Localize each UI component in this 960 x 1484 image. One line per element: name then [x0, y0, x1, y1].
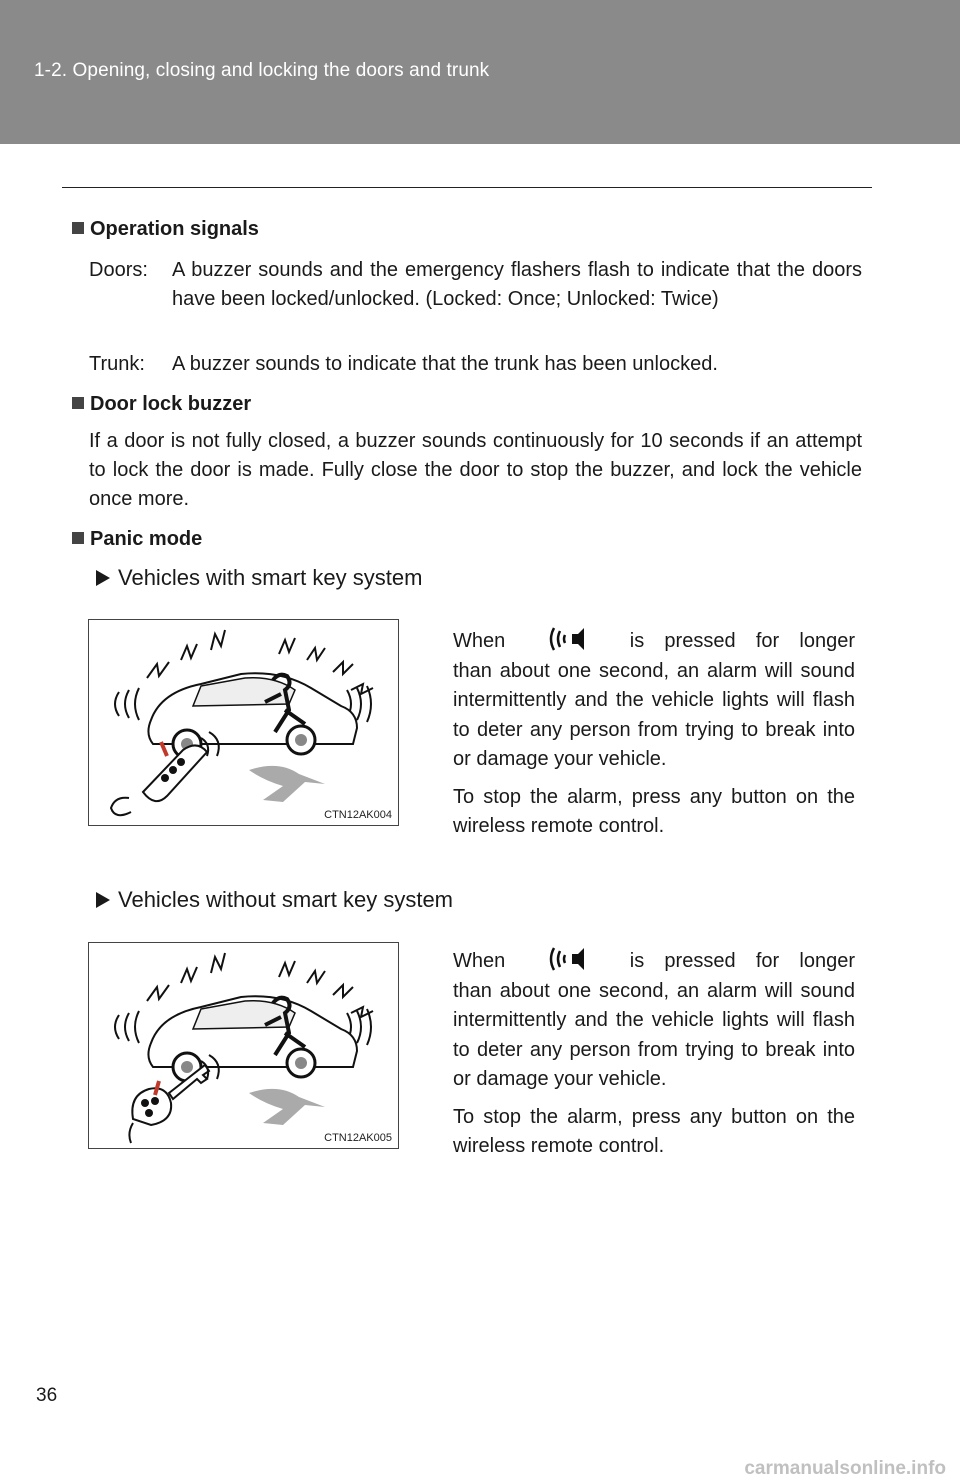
watermark: carmanualsonline.info — [744, 1458, 946, 1479]
panic-alarm-smart-key-illustration — [89, 620, 398, 825]
panic-button-icon — [548, 946, 588, 972]
panic-button-icon — [548, 626, 588, 652]
figure-code: CTN12AK004 — [324, 809, 392, 821]
page-header — [0, 0, 960, 144]
door-lock-text: If a door is not fully closed, a buzzer sounds continuously for 10 seconds if an attempt to lock the door is made. Fully close the door to stop the buzzer, and lock the vehicle once more. — [89, 430, 862, 510]
square-bullet-icon — [72, 222, 84, 234]
arrow-bullet-icon — [96, 892, 110, 908]
trunk-text: A buzzer sounds to indicate that the trunk has been unlocked. — [172, 353, 718, 375]
doors-label: Doors: — [89, 259, 148, 281]
subheading-smart-key: Vehicles with smart key system — [96, 565, 422, 591]
header-rule — [62, 187, 872, 188]
smart-key-description: When is pressed for longer than about one second, an alarm will sound intermittently and the vehicle lights will flash to deter any person from trying to break into or damage your vehicle. To stop the alarm, press any button on the wireless remote control. — [453, 626, 855, 842]
figure-smart-key-panic — [88, 619, 399, 826]
square-bullet-icon — [72, 532, 84, 544]
subheading-no-smart-key: Vehicles without smart key system — [96, 887, 453, 913]
section-heading-panic-mode: Panic mode — [72, 528, 202, 551]
panic-alarm-key-illustration — [89, 943, 398, 1148]
page-number: 36 — [36, 1385, 58, 1406]
square-bullet-icon — [72, 397, 84, 409]
section-heading-door-lock-buzzer: Door lock buzzer — [72, 393, 251, 416]
arrow-bullet-icon — [96, 570, 110, 586]
section-heading-operation-signals: Operation signals — [72, 218, 259, 241]
no-smart-key-description: When is pressed for longer than about one second, an alarm will sound intermittently and the vehicle lights will flash to deter any person from trying to break into or damage your vehicle. To stop the alarm, press any button on the wireless remote control. — [453, 946, 855, 1162]
chapter-title: 1-2. Opening, closing and locking the doors and trunk — [34, 60, 490, 81]
figure-code: CTN12AK005 — [324, 1132, 392, 1144]
figure-no-smart-key-panic — [88, 942, 399, 1149]
doors-text: A buzzer sounds and the emergency flashers flash to indicate that the doors have been locked/unlocked. (Locked: Once; Unlocked: Twice) — [172, 259, 862, 310]
trunk-label: Trunk: — [89, 353, 145, 375]
